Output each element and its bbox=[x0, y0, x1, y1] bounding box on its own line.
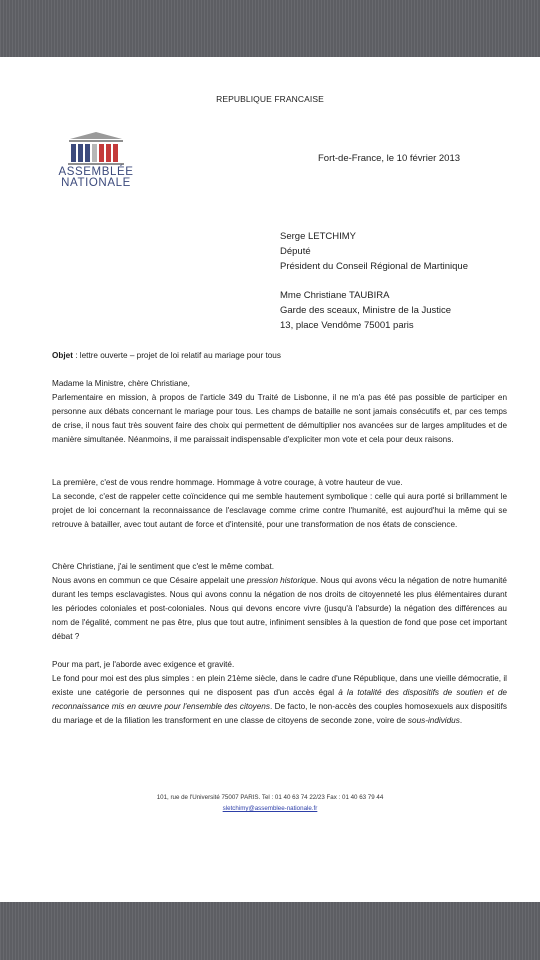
parliament-building-icon bbox=[56, 131, 136, 167]
paragraph-intro: Parlementaire en mission, à propos de l'article 349 du Traité de Lisbonne, il ne m'a pas été pas possible de participer en personne aux débats concernant le mariage pour tous. Les champs de bataille ne sont jamais consécutifs et, par ces temps de crise, il nous faut très souvent faire des choix qui permettent de démultiplier nos avancées sur de larges amplitudes et de manière simultanée. Néanmoins, il me paraissait indispensable d'expliciter mon vote et cela pour deux raisons. bbox=[52, 392, 507, 444]
recipient-block bbox=[280, 288, 451, 333]
recipient-role: Garde des sceaux, Ministre de la Justice bbox=[280, 305, 452, 316]
paragraph-position-intro: Pour ma part, je l'aborde avec exigence et gravité. bbox=[52, 660, 235, 669]
section-intro bbox=[52, 377, 507, 447]
subject-label: Objet bbox=[52, 351, 73, 360]
recipient-name: Mme Christiane TAUBIRA bbox=[280, 290, 390, 301]
position-text-a: Le fond pour moi est des plus simples : en plein 21ème siècle, dans le cadre d'une République, dans une vieille démocratie, il existe une catégorie de personnes qui ne disposent pas d'un accès égal bbox=[52, 673, 507, 697]
footer-address: 101, rue de l'Université 75007 PARIS. Tel : 01 40 63 74 22/23 Fax : 01 40 63 79 44 bbox=[156, 794, 384, 801]
paragraph-second-reason: La seconde, c'est de rappeler cette coïncidence qui me semble hautement symbolique : celle qui aura porté si brillamment le projet de loi concernant la reconnaissance de l'esclavage comme crime contre l'humanité, est aujourd'hui la même qui se retrouve à batailler, avec tout autant de force et d'intensité, pour une transformation de nos états de conscience. bbox=[52, 491, 507, 529]
top-dark-bar bbox=[0, 0, 540, 57]
position-text-c: . bbox=[459, 715, 463, 725]
position-text-b: . De facto, le non-accès des couples homosexuels aux dispositifs du mariage et de la filiation les transforment en une classe de citoyens de seconde zone, voire de bbox=[52, 701, 507, 725]
bottom-dark-bar bbox=[0, 902, 540, 960]
sender-block bbox=[280, 229, 468, 274]
logo-text-line1: ASSEMBLÉE bbox=[58, 166, 134, 178]
combat-text-emphasis: pression historique bbox=[246, 575, 316, 585]
sender-role2: Président du Conseil Régional de Martinique bbox=[280, 261, 469, 272]
section-position bbox=[52, 658, 507, 728]
date-line: Fort-de-France, le 10 février 2013 bbox=[318, 153, 461, 164]
recipient-address: 13, place Vendôme 75001 paris bbox=[280, 320, 414, 331]
paragraph-position bbox=[52, 672, 507, 728]
assemblee-nationale-logo bbox=[56, 131, 136, 189]
logo-text-line2: NATIONALE bbox=[61, 177, 131, 189]
sender-role: Député bbox=[280, 246, 311, 257]
position-text-emphasis: à la totalité des dispositifs de soutien et de reconnaissance mis en œuvre pour l'ensemble des citoyens bbox=[52, 687, 507, 711]
combat-text-b: . Nous qui avons vécu la négation de notre humanité durant les temps esclavagistes. Nous qui avons connu la négation de nos droits de citoyenneté les plus élémentaires durant les périodes coloniales et post-coloniales. Nous qui devons encore vivre (jusqu'à l'absurde) la négation des différences au nom de l'égalité, comment ne pas être, plus que tout autre, infiniment sensibles à la question de fond que pose cet important débat ? bbox=[52, 575, 507, 641]
sender-name: Serge LETCHIMY bbox=[280, 231, 357, 242]
section-reasons bbox=[52, 476, 507, 532]
greeting: Madame la Ministre, chère Christiane, bbox=[52, 379, 190, 388]
footer-email-link[interactable]: sletchimy@assemblee-nationale.fr bbox=[222, 805, 318, 812]
paragraph-combat bbox=[52, 574, 507, 644]
paragraph-first-reason: La première, c'est de vous rendre hommage. Hommage à votre courage, à votre hauteur de vue. bbox=[52, 478, 403, 487]
subject-text: : lettre ouverte – projet de loi relatif au mariage pour tous bbox=[72, 351, 281, 360]
position-text-emphasis2: sous-individus bbox=[407, 715, 460, 725]
paragraph-combat-intro: Chère Christiane, j'ai le sentiment que c'est le même combat. bbox=[52, 562, 275, 571]
combat-text-a: Nous avons en commun ce que Césaire appelait une bbox=[52, 575, 247, 585]
letter-page bbox=[0, 57, 540, 902]
letterhead-title: REPUBLIQUE FRANCAISE bbox=[216, 94, 324, 104]
subject-line bbox=[52, 349, 507, 363]
section-combat bbox=[52, 560, 507, 643]
